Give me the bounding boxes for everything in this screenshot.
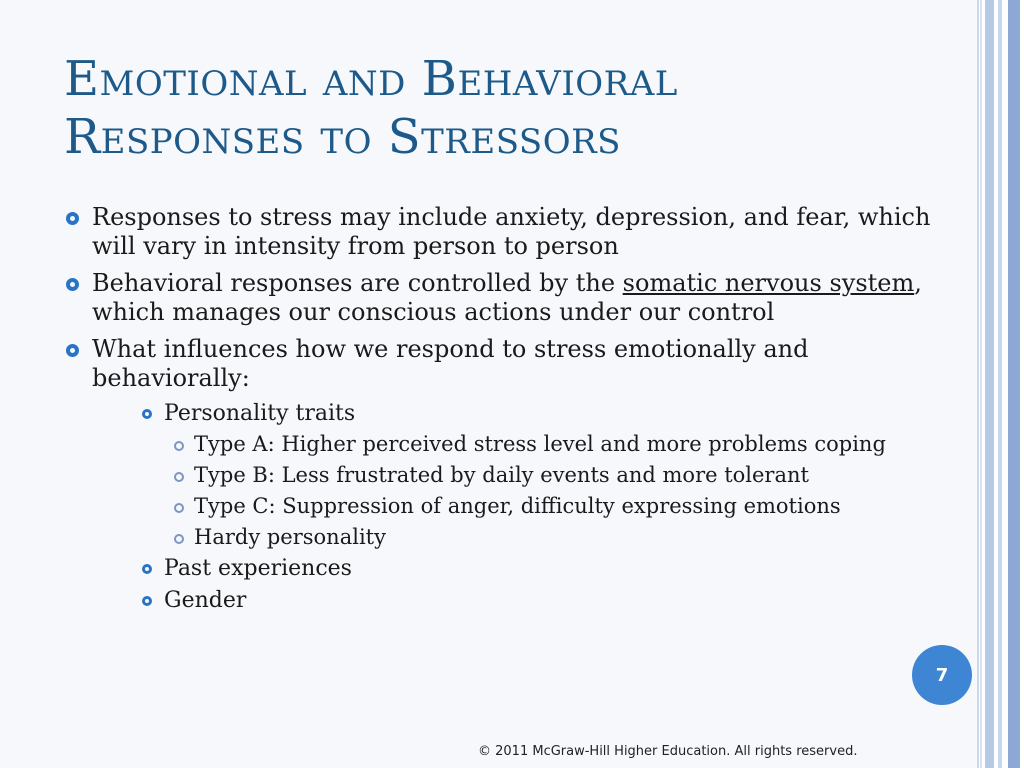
- bullet-circle-icon: [142, 409, 152, 419]
- sub-bullet-text: Past experiences: [164, 556, 352, 581]
- sub-sub-bullet-item: [64, 432, 954, 457]
- bullet-circle-icon: [174, 472, 184, 482]
- bullet-circle-icon: [174, 503, 184, 513]
- title-line-2: Responses to Stressors: [64, 109, 621, 165]
- sub-bullet-item: [64, 588, 954, 614]
- bullet-circle-icon: [66, 344, 79, 357]
- sub-sub-bullet-text: Type A: Higher perceived stress level and more problems coping: [194, 432, 886, 456]
- bullet-circle-icon: [142, 564, 152, 574]
- bullet-text: Behavioral responses are controlled by the: [92, 269, 623, 297]
- bullet-circle-icon: [142, 596, 152, 606]
- decorative-stripe: [1008, 0, 1020, 768]
- decorative-stripe: [980, 0, 982, 768]
- sub-sub-bullet-item: [64, 463, 954, 488]
- sub-sub-bullet-text: Hardy personality: [194, 525, 386, 549]
- sub-sub-bullet-text: Type B: Less frustrated by daily events and more tolerant: [194, 463, 809, 487]
- decorative-stripe: [998, 0, 1002, 768]
- sub-sub-bullet-item: [64, 494, 954, 519]
- sub-sub-bullet-text: Type C: Suppression of anger, difficulty expressing emotions: [194, 494, 841, 518]
- bullet-text: , which manages our conscious actions under our control: [92, 269, 922, 326]
- bullet-item: [64, 335, 954, 393]
- bullet-item: [64, 269, 954, 327]
- title-line-1: Emotional and Behavioral: [64, 51, 678, 107]
- sub-bullet-item: [64, 401, 954, 427]
- sub-bullet-item: [64, 556, 954, 582]
- sub-sub-bullet-item: [64, 525, 954, 550]
- bullet-circle-icon: [66, 212, 79, 225]
- page-number: 7: [935, 664, 949, 686]
- bullet-text: What influences how we respond to stress emotionally and behaviorally:: [92, 335, 809, 392]
- slide-title: [64, 50, 944, 166]
- bullet-list: [64, 203, 954, 619]
- decorative-stripe: [985, 0, 994, 768]
- bullet-circle-icon: [174, 534, 184, 544]
- bullet-item: [64, 203, 954, 261]
- bullet-circle-icon: [66, 278, 79, 291]
- somatic-nervous-system-term: somatic nervous system: [622, 269, 915, 297]
- page-number-badge: [912, 645, 972, 705]
- sub-bullet-text: Gender: [164, 588, 247, 613]
- sub-bullet-text: Personality traits: [164, 401, 356, 426]
- bullet-circle-icon: [174, 441, 184, 451]
- copyright-footer: © 2011 McGraw-Hill Higher Education. All rights reserved.: [478, 744, 858, 759]
- bullet-text: Responses to stress may include anxiety, depression, and fear, which will vary in intensity from person to person: [92, 203, 931, 260]
